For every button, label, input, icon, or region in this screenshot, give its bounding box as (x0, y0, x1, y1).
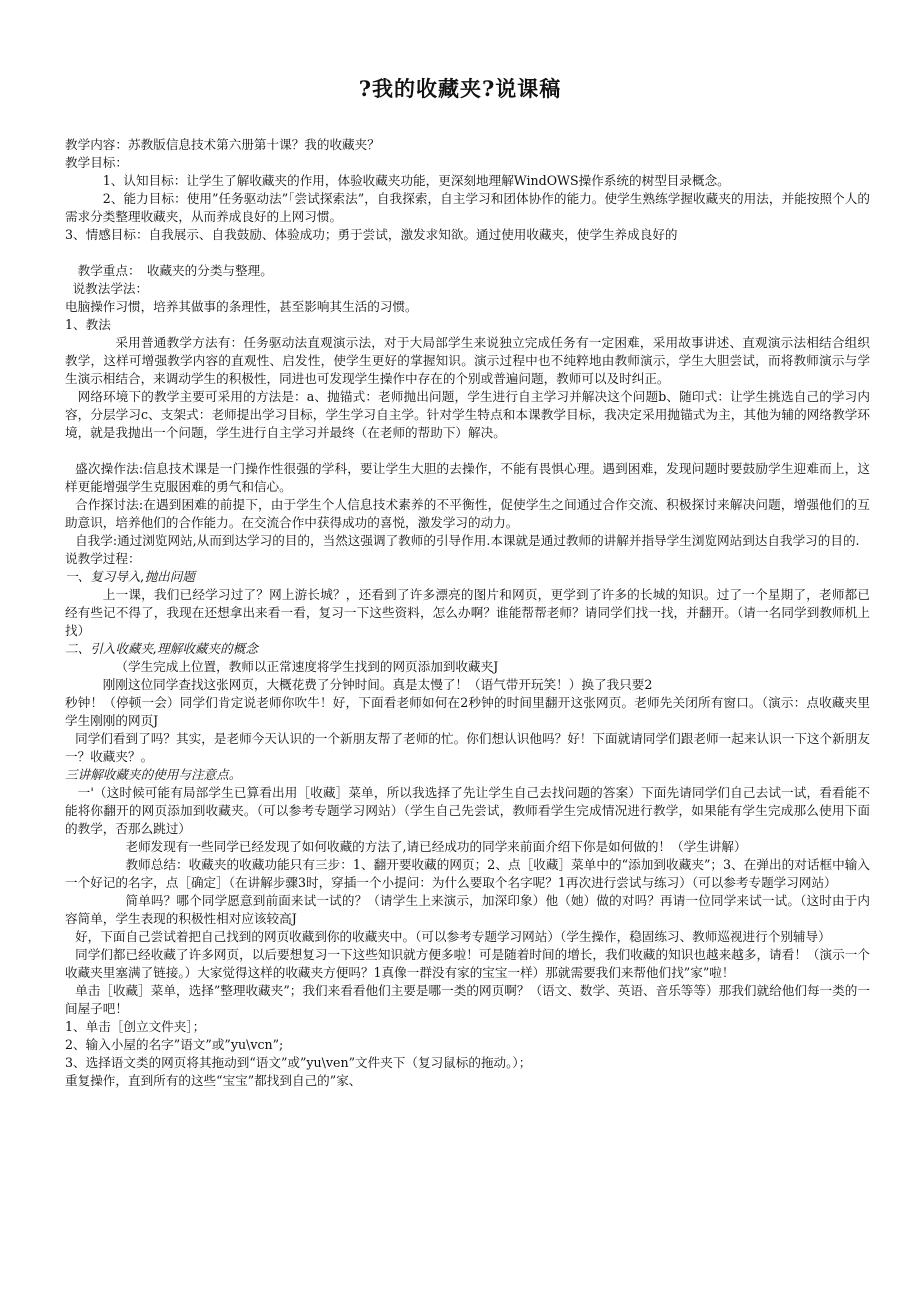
paragraph-try-first: 一'（这时候可能有局部学生已算看出用［收藏］菜单，所以我选择了先让学生自己去找问题的答案）下面先请同学们自己去试一试，看看能不能将你翻开的网页添加到收藏夹。（可以参考专题学习网站）（学生自己先尝试，教师看学生完成情况进行教学，如果能有学生完成那么使用下面的教学，否那么跳过） (65, 785, 870, 836)
paragraph-content: 教学内容：苏教版信息技术第六册第十课？我的收藏夹？ (65, 137, 380, 152)
section-heading-introduce: 二、引入收藏夹,理解收藏夹的概念 (65, 641, 258, 656)
paragraph-student-position: （学生完成上位置，教师以正常速度将学生找到的网页添加到收藏夹J (115, 659, 499, 674)
paragraph-ability-goal: 2、能力目标：使用”任务驱动法”「尝试探索法”，自我探索，自主学习和团体协作的能力。使学生熟练学握收藏夹的用法，并能按照个人的需求分类整理收藏夹，从而养成良好的上网习惯。 (65, 191, 870, 224)
paragraph-organize: 单击［收藏］菜单，选择”整理收藏夹”；我们来看看他们主要是哪一类的网页啊？（语文、数学、英语、音乐等等）那我们就给他们每一类的一间屋子吧！ (65, 983, 870, 1016)
paragraph-two-seconds: 秒钟！（停顿一会）同学们肯定说老师你吹牛！好，下面看老师如何在2秒钟的时间里翻开这张网页。老师先关闭所有窗口。（演示：点收藏夹里学生刚刚的网页J (65, 695, 870, 728)
paragraph-blank (65, 244, 870, 262)
paragraph-simple: 简单吗？哪个同学愿意到前面来试一试的？（请学生上来演示，加深印象）他（她）做的对吗？再请一位同学来试一试。（这时由于内容简单，学生表现的积极性相对应该较高J (65, 893, 870, 926)
paragraph-habit: 电脑操作习惯，培养其做事的条理性，甚至影响其生活的习惯。 (65, 299, 418, 314)
section-heading-review: 一、复习导入,抛出问题 (65, 569, 195, 584)
paragraph-many-pages: 同学们都已经收藏了许多网页，以后要想复习一下这些知识就方便多啦！可是随着时间的增长，我们收藏的知识也越来越多，请看！（演示一个收藏夹里塞满了链接。）大家觉得这样的收藏夹方便吗？1真像一群没有家的宝宝一样）那就需要我们来帮他们找”家”啦！ (65, 947, 870, 980)
paragraph-cooperation-method: 合作探讨法:在遇到困难的前提下，由于学生个人信息技术素养的不平衡性，促使学生之间通过合作交流、积极探讨来解决问题，增强他们的互助意识，培养他们的合作能力。在交流合作中获得成功的喜悦，激发学习的动力。 (65, 497, 870, 530)
paragraph-emotion-goal: 3、情感目标：自我展示、自我鼓励、体验成功；勇于尝试，激发求知欲。通过使用收藏夹，使学生养成良好的 (65, 227, 678, 242)
document-title: ?我的收藏夹?说课稿 (358, 76, 562, 101)
paragraph-step-2: 2、输入小屋的名字”语文”或”yu\vcn”; (65, 1037, 284, 1052)
paragraph-process-heading: 说教学过程： (65, 551, 141, 566)
paragraph-step-1: 1、单击［创立文件夹］； (65, 1019, 206, 1034)
section-heading-explain: 三讲解收藏夹的使用与注意点。 (65, 767, 242, 782)
paragraph-objectives-heading: 教学目标： (65, 155, 128, 170)
document-body (65, 136, 870, 1090)
paragraph-practice: 好，下面自己尝试着把自己找到的网页收藏到你的收藏夹中。（可以参考专题学习网站）（学生操作，稳固练习、教师巡视进行个别辅导） (75, 929, 831, 944)
paragraph-review: 上一课，我们已经学习过了？网上游长城？，还看到了许多漂亮的图片和网页，更学到了许多的长城的知识。过了一个星期了，老师都已经有些记不得了，我现在还想拿出来看一看，复习一下这些资料，怎么办啊？谁能帮帮老师？请同学们找一找，并翻开。（请一名同学到教师机上找） (65, 587, 870, 638)
paragraph-operation-method: 盛次操作法:信息技术课是一门操作性很强的学科，要让学生大胆的去操作，不能有畏惧心理。遇到困难，发现问题时要鼓励学生迎难而上，这样更能增强学生克服困难的勇气和信心。 (65, 461, 870, 494)
paragraph-new-friend: 同学们看到了吗？其实，是老师今天认识的一个新朋友帮了老师的忙。你们想认识他吗？好！下面就请同学们跟老师一起来认识一下这个新朋友一？收藏夹？。 (65, 731, 870, 764)
paragraph-self-study: 自我学:通过浏览网站,从而到达学习的目的，当然这强调了教师的引导作用.本课就是通过教师的讲解并指导学生浏览网站到达自我学习的目的. (75, 533, 860, 548)
paragraph-blank-2 (65, 442, 870, 460)
paragraph-teacher-found: 老师发现有一些同学已经发现了如何收藏的方法了,请已经成功的同学来前面介绍下你是如何做的！（学生讲解） (125, 839, 747, 854)
paragraph-repeat: 重复操作，直到所有的这些“宝宝”都找到自己的”家、 (65, 1073, 362, 1088)
paragraph-method-heading: 说教法学法： (72, 281, 149, 296)
paragraph-summary-steps: 教师总结：收藏夹的收藏功能只有三步：1、翻开要收藏的网页；2、点［收藏］菜单中的“添加到收藏夹”；3、在弹出的对话框中输入一个好记的名字，点［确定］（在讲解步骤3时，穿插一个小提问：为什么要取个名字呢？1再次进行尝试与练习）（可以参考专题学习网站） (65, 857, 870, 890)
paragraph-too-slow: 刚刚这位同学查找这张网页，大概花费了分钟时间。真是太慢了！（语气带开玩笑！）换了我只要2 (102, 677, 653, 692)
paragraph-common-method: 采用普通教学方法有：任务驱动法直观演示法，对于大局部学生来说独立完成任务有一定困难，采用故事讲述、直观演示法相结合组织教学，这样可增强教学内容的直观性、启发性，使学生更好的掌握知识。演示过程中也不纯粹地由教师演示，学生大胆尝试，而将教师演示与学生演示相结合，来调动学生的积极性，同进也可发现学生操作中存在的个别或普遍问题，教师可以及时纠正。 (65, 335, 870, 386)
paragraph-step-3: 3、选择语文类的网页将其拖动到“语文”或”yu\ven”文件夹下（复习鼠标的拖动。）； (65, 1055, 532, 1070)
paragraph-key-point: 教学重点： 收藏夹的分类与整理。 (77, 263, 273, 278)
paragraph-teaching-method-heading: 1、教法 (65, 317, 111, 332)
paragraph-cognitive-goal: 1、认知目标：让学生了解收藏夹的作用，体验收藏夹功能，更深刻地理解WindOWS操作系统的树型目录概念。 (102, 173, 730, 188)
paragraph-network-method: 网络环境下的教学主要可采用的方法是：a、抛锚式：老师抛出问题，学生进行自主学习并解决这个问题b、随印式：让学生挑选自己的学习内容，分层学习c、支架式：老师提出学习目标，学生学习自主学。针对学生特点和本课教学目标，我决定采用抛锚式为主，其他为辅的网络教学环境，就是我抛出一个问题，学生进行自主学习并最终（在老师的帮助下）解决。 (65, 389, 870, 440)
